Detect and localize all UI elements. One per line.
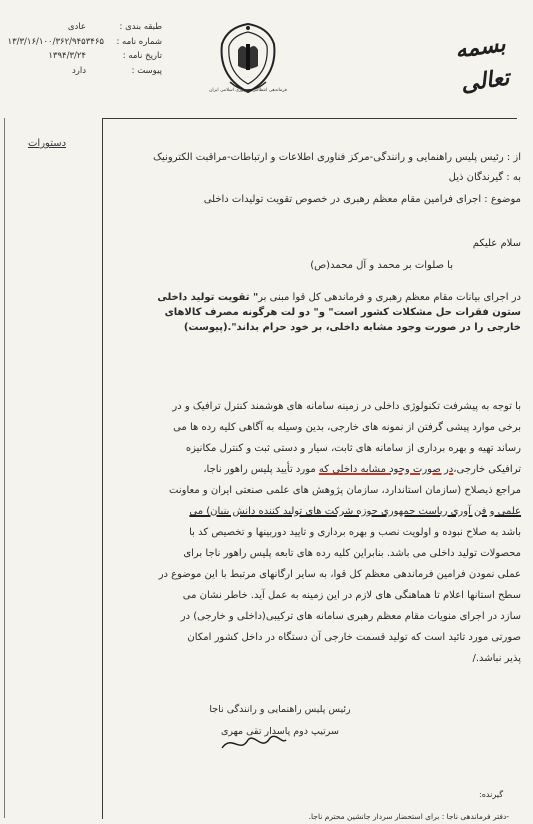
meta-label: طبقه بندی : (119, 22, 162, 32)
body-line: عملی نمودن فرامین فرماندهی معظم کل قوا، به سایر ارگانهای مرتبط با این موضوع در (158, 569, 521, 580)
body-line: با توجه به پیشرفت تکنولوژی داخلی در زمینه سامانه های هوشمند کنترل ترافیک و در (172, 401, 521, 412)
recipients-label: گیرنده: (479, 790, 503, 799)
body-line: باشد به صلاح نبوده و اولویت نصب و بهره برداری و تایید دوربینها و تخصیص کد با (189, 527, 521, 538)
intro-text: در اجرای بیانات مقام معظم رهبری و فرماندهی کل قوا مبنی بر (258, 292, 521, 303)
highlighted-phrase: در صورت وجود مشابه داخلی که (318, 464, 454, 475)
meta-value: ۱۳۹۴/۳/۲۴ (48, 51, 86, 61)
body-paragraph (121, 396, 521, 669)
meta-row-classification (0, 22, 162, 37)
emblem-caption: فرماندهی انتظامی جمهوری اسلامی ایران (209, 88, 287, 93)
meta-value: عادی (67, 22, 86, 32)
meta-value: دارد (71, 65, 86, 76)
greeting: سلام علیکم (472, 238, 521, 249)
body-line: محصولات تولید داخلی می باشد. بنابراین کلیه رده های تابعه پلیس راهور ناجا برای (183, 548, 521, 559)
recipient-item: -دفتر فرماندهی ناجا : برای استحضار سردار جانشین محترم ناجا. (308, 812, 509, 821)
meta-row-date (0, 51, 162, 66)
instructions-label: دستورات (28, 138, 67, 149)
intro-quote-line: ستون فقرات حل مشکلات کشور است" و" دو لت هرگونه مصرف کالاهای (164, 307, 521, 318)
body-line: برخی موارد پیشی گرفتن از نمونه های خارجی، بدین وسیله به آگاهی کلیه رده ها می (173, 422, 521, 433)
signature-scribble-icon (218, 730, 288, 756)
body-segment: ترافیکی خارجی، (453, 464, 521, 475)
body-line: پذیر نباشد./ (472, 653, 521, 664)
intro-paragraph (121, 290, 521, 335)
salutation: با صلوات بر محمد و آل محمد(ص) (310, 260, 453, 271)
body-line: رساند تهیه و بهره برداری از سامانه های ثابت، سیار و دستی ثبت و کنترل مکانیزه (185, 443, 521, 454)
signature-name: سرتیپ دوم پاسدار تقی مهری (220, 726, 340, 737)
letter-meta (0, 22, 162, 80)
intro-quote: " تقویت تولید داخلی (157, 292, 259, 303)
intro-quote-line: خارجی را در صورت وجود مشابه داخلی، بر خود حرام بداند".(پیوست) (183, 322, 521, 333)
body-line: سطح استانها اعلام تا هماهنگی های لازم در این زمینه به عمل آید. خاطر نشان می (182, 590, 521, 601)
body-line: صورتی مورد تائید است که تولید قسمت خارجی آن دستگاه در داخل کشور امکان (187, 632, 521, 643)
from-line: از : رئیس پلیس راهنمایی و رانندگی-مرکز فناوری اطلاعات و ارتباطات-مراقبت الکترونیک (153, 152, 521, 163)
body-line (121, 459, 521, 480)
meta-value: ۱۳/۳/۱۶/۱۰۰/۳۶۲/۹۴۵۳۴۶۵ (7, 36, 104, 47)
meta-row-attachment (0, 66, 162, 81)
meta-label: پیوست : (131, 65, 162, 76)
body-line: مراجع ذیصلاح (سازمان استاندارد، سازمان پژوهش های علمی صنعتی ایران و معاونت (169, 485, 521, 496)
body-segment: مورد تأیید پلیس راهور ناجا، (203, 464, 316, 475)
page-margin-line (0, 118, 5, 818)
meta-row-number (0, 37, 162, 52)
meta-label: شماره نامه : (116, 36, 162, 47)
meta-label: تاریخ نامه : (122, 51, 162, 61)
bismillah-calligraphy: بسمه تعالی (453, 30, 511, 98)
to-line: به : گیرندگان ذیل (448, 172, 521, 183)
signature-title: رئیس پلیس راهنمایی و رانندگی ناجا (209, 704, 351, 715)
subject-line: موضوع : اجرای فرامین مقام معظم رهبری در خصوص تقویت تولیدات داخلی (203, 194, 521, 205)
underlined-line: علمی و فن آوری ریاست جمهوری حوزه شرکت های تولید کننده دانش بنیان) می (189, 506, 521, 517)
body-line: سازد در اجرای منویات مقام معظم رهبری سامانه های ترکیبی(داخلی و خارجی) در (180, 611, 521, 622)
